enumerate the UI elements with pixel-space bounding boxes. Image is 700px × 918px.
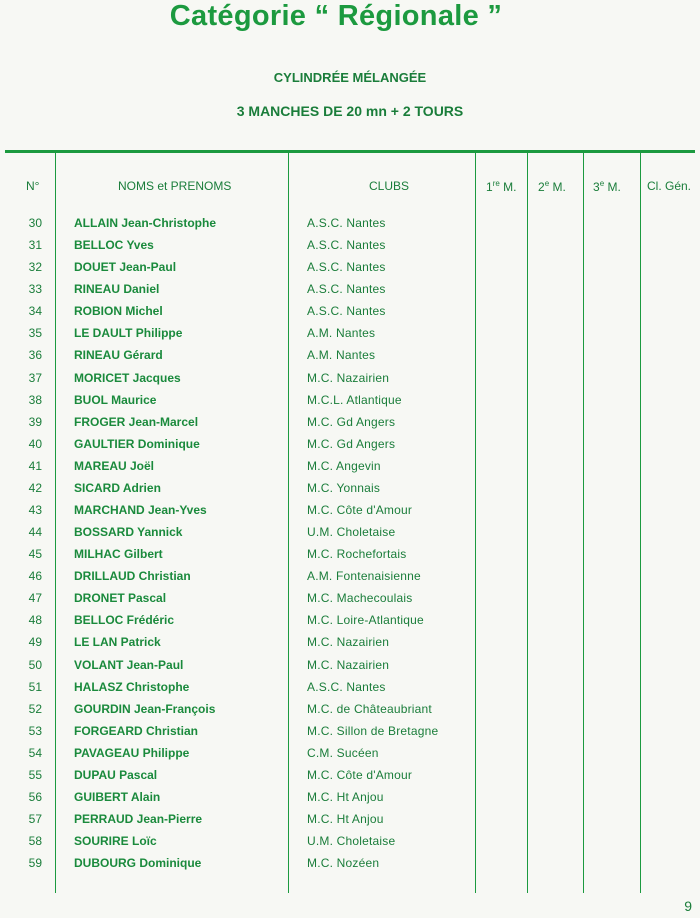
rider-club: A.S.C. Nantes <box>307 304 386 319</box>
table-row <box>5 720 695 742</box>
col-header-manche-3 <box>593 179 621 194</box>
table-row <box>5 587 695 609</box>
rider-club: A.M. Nantes <box>307 326 376 341</box>
rider-name: BUOL Maurice <box>74 392 157 407</box>
rider-club: M.C. Nozéen <box>307 856 380 871</box>
rider-club: M.C. Angevin <box>307 458 381 473</box>
page-number: 9 <box>684 898 692 914</box>
rider-club: U.M. Choletaise <box>307 834 396 849</box>
rider-club: M.C. Nazairien <box>307 635 390 650</box>
col-header-name: NOMS et PRENOMS <box>118 179 232 193</box>
rider-name: DUPAU Pascal <box>74 767 158 782</box>
rider-name: SICARD Adrien <box>74 480 161 495</box>
rider-name: PERRAUD Jean-Pierre <box>74 812 203 827</box>
rider-name: VOLANT Jean-Paul <box>74 657 184 672</box>
rider-number: 49 <box>28 635 42 650</box>
table-row <box>5 455 695 477</box>
rider-club: A.M. Nantes <box>307 348 376 363</box>
rider-club: A.S.C. Nantes <box>307 679 386 694</box>
rider-club: A.S.C. Nantes <box>307 216 386 230</box>
table-row <box>5 631 695 653</box>
table-row <box>5 256 695 278</box>
rider-number: 56 <box>28 790 42 805</box>
manche-1-number: 1 <box>486 180 493 194</box>
manche-3-ordinal: e <box>599 179 605 188</box>
rider-club: M.C. Côte d'Amour <box>307 503 413 518</box>
rider-club: M.C. Ht Anjou <box>307 790 384 805</box>
table-row <box>5 609 695 631</box>
results-table <box>5 150 695 893</box>
table-row <box>5 344 695 366</box>
rider-name: FROGER Jean-Marcel <box>74 414 199 429</box>
rider-name: BOSSARD Yannick <box>74 525 183 540</box>
rider-number: 47 <box>28 591 42 606</box>
rider-name: MARCHAND Jean-Yves <box>74 503 207 518</box>
table-row <box>5 300 695 322</box>
rider-number: 46 <box>28 569 42 584</box>
table-row <box>5 521 695 543</box>
rider-name: MAREAU Joël <box>74 458 155 473</box>
table-row <box>5 322 695 344</box>
col-header-manche-1 <box>486 179 516 194</box>
table-row <box>5 212 695 234</box>
rider-name: LE DAULT Philippe <box>74 326 183 341</box>
col-header-manche-2 <box>538 179 566 194</box>
manche-3-suffix: M. <box>604 180 621 194</box>
manche-3-number: 3 <box>593 180 600 194</box>
rider-number: 54 <box>28 745 42 760</box>
rider-club: U.M. Choletaise <box>307 525 396 540</box>
rider-number: 50 <box>28 657 42 672</box>
rider-name: BELLOC Yves <box>74 238 154 253</box>
table-row <box>5 764 695 786</box>
rider-number: 33 <box>28 282 42 297</box>
table-row <box>5 852 695 874</box>
manche-2-ordinal: e <box>544 179 550 188</box>
rider-club: M.C. Machecoulais <box>307 591 413 606</box>
manche-1-ordinal: re <box>492 179 500 188</box>
rider-number: 51 <box>28 679 42 694</box>
table-row <box>5 698 695 720</box>
rider-number: 42 <box>28 480 42 495</box>
table-row <box>5 411 695 433</box>
rider-number: 53 <box>28 723 42 738</box>
rider-club: A.S.C. Nantes <box>307 260 386 275</box>
table-row <box>5 278 695 300</box>
rider-number: 57 <box>28 812 42 827</box>
rider-club: M.C. Rochefortais <box>307 547 407 562</box>
category-subtitle: CYLINDRÉE MÉLANGÉE <box>273 70 427 85</box>
rider-number: 34 <box>28 304 42 319</box>
rider-club: M.C. de Châteaubriant <box>307 701 432 716</box>
rider-name: DUBOURG Dominique <box>74 856 202 871</box>
rider-club: M.C. Gd Angers <box>307 436 396 451</box>
rider-number: 35 <box>28 326 42 341</box>
rider-number: 58 <box>28 834 42 849</box>
rider-name: SOURIRE Loïc <box>74 834 157 849</box>
rider-club: M.C. Ht Anjou <box>307 812 384 827</box>
manche-1-suffix: M. <box>499 180 517 194</box>
rider-club: A.S.C. Nantes <box>307 282 386 297</box>
rider-club: A.M. Fontenaisienne <box>307 569 421 584</box>
rider-name: ROBION Michel <box>74 304 163 319</box>
rider-club: A.S.C. Nantes <box>307 238 386 253</box>
rider-name: DRONET Pascal <box>74 591 167 606</box>
rider-name: GAULTIER Dominique <box>74 436 200 451</box>
table-row <box>5 433 695 455</box>
rider-number: 59 <box>28 856 42 871</box>
rider-number: 32 <box>28 260 42 275</box>
rider-number: 43 <box>28 503 42 518</box>
rider-number: 39 <box>28 414 42 429</box>
rider-number: 38 <box>28 392 42 407</box>
rider-name: DOUET Jean-Paul <box>74 260 177 275</box>
rider-number: 55 <box>28 767 42 782</box>
manche-2-suffix: M. <box>549 180 566 194</box>
rider-name: GOURDIN Jean-François <box>74 701 216 716</box>
page-title: Catégorie “ Régionale ” <box>169 0 503 32</box>
table-row <box>5 234 695 256</box>
table-row <box>5 499 695 521</box>
rider-name: DRILLAUD Christian <box>74 569 191 584</box>
rider-club: C.M. Sucéen <box>307 745 379 760</box>
table-row <box>5 808 695 830</box>
rider-number: 30 <box>28 216 42 230</box>
rider-name: ALLAIN Jean-Christophe <box>74 216 217 230</box>
rider-name: MORICET Jacques <box>74 370 181 385</box>
rider-number: 31 <box>28 238 42 253</box>
rider-name: BELLOC Frédéric <box>74 613 175 628</box>
rider-number: 37 <box>28 370 42 385</box>
rider-club: M.C. Nazairien <box>307 370 390 385</box>
table-row <box>5 477 695 499</box>
table-row <box>5 389 695 411</box>
table-row <box>5 543 695 565</box>
rider-name: LE LAN Patrick <box>74 635 161 650</box>
table-row <box>5 367 695 389</box>
rider-name: MILHAC Gilbert <box>74 547 163 562</box>
table-body <box>5 212 695 874</box>
rider-name: RINEAU Daniel <box>74 282 160 297</box>
rider-club: M.C. Nazairien <box>307 657 390 672</box>
rider-club: M.C. Yonnais <box>307 480 381 495</box>
rider-number: 36 <box>28 348 42 363</box>
col-header-classement: Cl. Gén. <box>647 179 692 193</box>
rider-name: FORGEARD Christian <box>74 723 199 738</box>
rider-club: M.C. Côte d'Amour <box>307 767 413 782</box>
rider-name: HALASZ Christophe <box>74 679 190 694</box>
manche-2-number: 2 <box>538 180 545 194</box>
rider-number: 44 <box>28 525 42 540</box>
rider-club: M.C.L. Atlantique <box>307 392 402 407</box>
col-header-number: N° <box>26 179 40 193</box>
rider-name: GUIBERT Alain <box>74 790 161 805</box>
rider-club: M.C. Gd Angers <box>307 414 396 429</box>
rider-number: 48 <box>28 613 42 628</box>
table-row <box>5 676 695 698</box>
rider-name: RINEAU Gérard <box>74 348 163 363</box>
rider-name: PAVAGEAU Philippe <box>74 745 190 760</box>
rider-club: M.C. Loire-Atlantique <box>307 613 424 628</box>
table-row <box>5 786 695 808</box>
table-row <box>5 654 695 676</box>
table-row <box>5 742 695 764</box>
rider-number: 41 <box>28 458 42 473</box>
rider-club: M.C. Sillon de Bretagne <box>307 723 439 738</box>
race-format: 3 MANCHES DE 20 mn + 2 TOURS <box>236 103 464 119</box>
table-row <box>5 830 695 852</box>
rider-number: 45 <box>28 547 42 562</box>
rider-number: 40 <box>28 436 42 451</box>
table-row <box>5 565 695 587</box>
rider-number: 52 <box>28 701 42 716</box>
col-header-club: CLUBS <box>369 179 410 193</box>
